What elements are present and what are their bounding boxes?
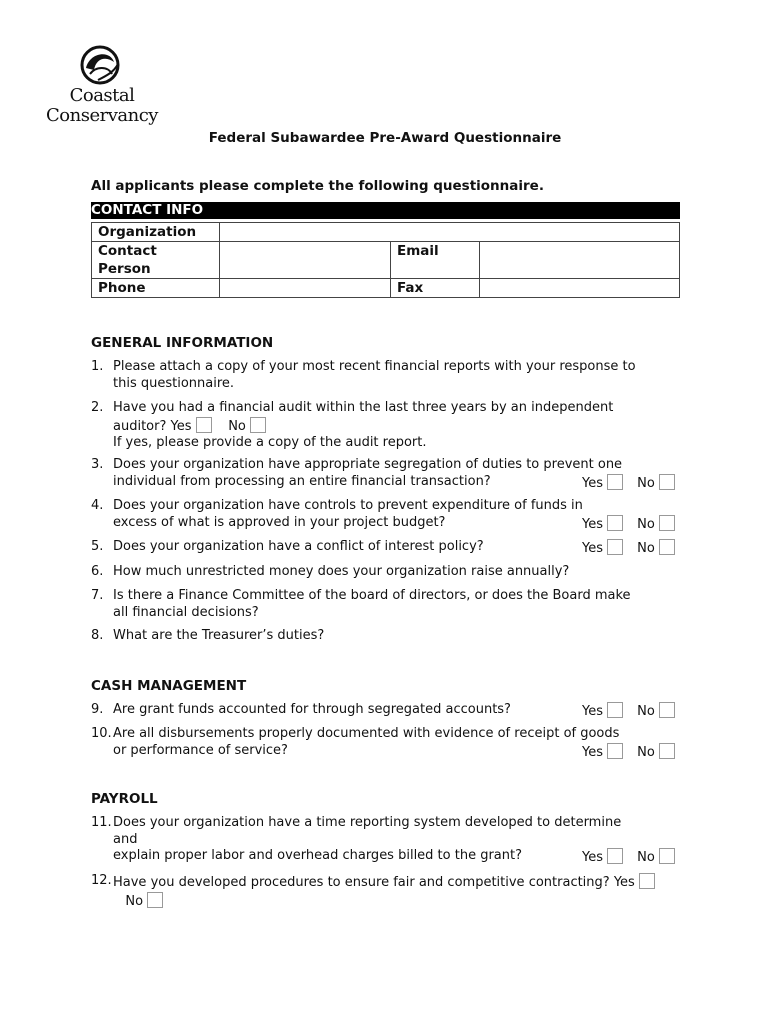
- q3-yes-no: Yes No: [582, 474, 675, 493]
- q3-no-checkbox[interactable]: [659, 474, 675, 490]
- q4-no-checkbox[interactable]: [659, 515, 675, 531]
- q4-yes-checkbox[interactable]: [607, 515, 623, 531]
- q5-no-checkbox[interactable]: [659, 539, 675, 555]
- contact-person-field[interactable]: [220, 242, 391, 279]
- q12-no-checkbox[interactable]: [147, 892, 163, 908]
- q2-no-checkbox[interactable]: [250, 417, 266, 433]
- q9-no-checkbox[interactable]: [659, 702, 675, 718]
- q9-yes-no: Yes No: [582, 702, 675, 721]
- q10-yes-checkbox[interactable]: [607, 743, 623, 759]
- q12-yes-checkbox[interactable]: [639, 873, 655, 889]
- coastal-conservancy-logo: [44, 44, 160, 130]
- q2-yes-checkbox[interactable]: [196, 417, 212, 433]
- intro-text: All applicants please complete the following questionnaire.: [91, 178, 544, 194]
- q10-no-checkbox[interactable]: [659, 743, 675, 759]
- logo-line-1: Coastal: [69, 85, 135, 106]
- email-field[interactable]: [480, 242, 680, 279]
- contact-person-label: Contact Person: [92, 242, 220, 279]
- section-general-information: GENERAL INFORMATION: [91, 335, 274, 351]
- q11-yes-no: Yes No: [582, 848, 675, 867]
- organization-label: Organization: [92, 223, 220, 242]
- q4-yes-no: Yes No: [582, 515, 675, 534]
- phone-label: Phone: [92, 279, 220, 298]
- logo-line-2: Conservancy: [46, 105, 158, 126]
- contact-info-table: [91, 222, 680, 298]
- contact-info-header: CONTACT INFO: [91, 202, 680, 219]
- wave-logo-icon: [76, 44, 126, 86]
- q10-yes-no: Yes No: [582, 743, 675, 762]
- page-title: Federal Subawardee Pre-Award Questionnaire: [208, 130, 562, 146]
- q9-yes-checkbox[interactable]: [607, 702, 623, 718]
- q11-yes-checkbox[interactable]: [607, 848, 623, 864]
- phone-field[interactable]: [220, 279, 391, 298]
- q11-no-checkbox[interactable]: [659, 848, 675, 864]
- email-label: Email: [391, 242, 480, 279]
- section-payroll: PAYROLL: [91, 791, 158, 807]
- organization-field[interactable]: [220, 223, 680, 242]
- fax-label: Fax: [391, 279, 480, 298]
- section-cash-management: CASH MANAGEMENT: [91, 678, 247, 694]
- q5-yes-checkbox[interactable]: [607, 539, 623, 555]
- fax-field[interactable]: [480, 279, 680, 298]
- q3-yes-checkbox[interactable]: [607, 474, 623, 490]
- q5-yes-no: Yes No: [582, 539, 675, 558]
